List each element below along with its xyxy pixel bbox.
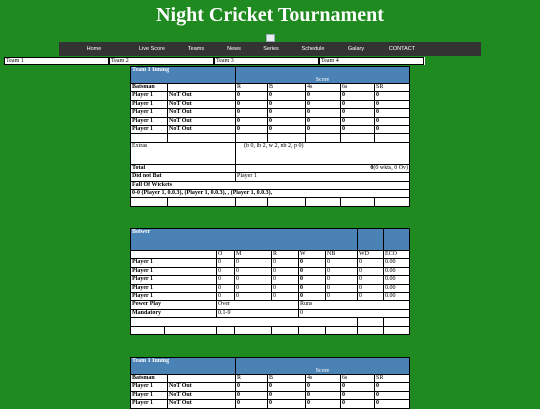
sixes: 0 — [341, 391, 375, 399]
col-m: M — [235, 251, 272, 259]
bowler-name: Player 1 — [131, 292, 217, 300]
col-status — [168, 375, 236, 383]
bowler-heading: Bolwer — [131, 229, 358, 251]
no-balls: 0 — [326, 284, 358, 292]
col-b: B — [268, 375, 306, 383]
fours: 0 — [306, 109, 341, 117]
nav-series[interactable]: Series — [263, 46, 279, 52]
table-row — [131, 276, 410, 284]
no-balls: 0 — [326, 259, 358, 267]
broken-image-icon — [266, 34, 275, 42]
sixes: 0 — [341, 100, 375, 108]
economy: 0.00 — [384, 259, 410, 267]
strike-rate: 0 — [375, 125, 410, 133]
batsman-name: Player 1 — [131, 117, 168, 125]
table-row — [131, 391, 410, 399]
table-row — [131, 117, 410, 125]
runs: 0 — [272, 259, 299, 267]
runs: 0 — [272, 276, 299, 284]
col-r: R — [236, 84, 268, 92]
economy: 0.00 — [384, 267, 410, 275]
balls: 0 — [268, 391, 306, 399]
col-4s: 4s — [306, 375, 341, 383]
table-row — [131, 267, 410, 275]
col-4s: 4s — [306, 84, 341, 92]
nav-home[interactable]: Home — [86, 46, 102, 52]
table-row — [131, 292, 410, 300]
team-tab-4[interactable]: Team 4 — [319, 57, 424, 65]
fours: 0 — [306, 383, 341, 391]
bowler-name: Player 1 — [131, 267, 217, 275]
bowler-name: Player 1 — [131, 259, 217, 267]
batsman-name: Player 1 — [131, 125, 168, 133]
runs: 0 — [236, 109, 268, 117]
strike-rate: 0 — [375, 400, 410, 408]
fours: 0 — [306, 400, 341, 408]
runs: 0 — [236, 117, 268, 125]
batsman-status: NoT Out — [168, 92, 236, 100]
batting-scorecard — [130, 66, 410, 207]
maidens: 0 — [235, 292, 272, 300]
no-balls: 0 — [326, 292, 358, 300]
col-6s: 6s — [341, 375, 375, 383]
batsman-status: NoT Out — [168, 125, 236, 133]
over-label: Over — [217, 301, 299, 309]
col-batsman: Batsman — [131, 84, 168, 92]
col-bowler — [131, 251, 217, 259]
dnb-value: Player 1 — [236, 173, 410, 181]
balls: 0 — [268, 100, 306, 108]
fow-value: 0-0 (Player 1, 0.0.3), (Player 1, 0.0.3), , (Player 1, 0.0.3), — [131, 189, 410, 197]
balls: 0 — [268, 117, 306, 125]
sixes: 0 — [341, 92, 375, 100]
score-heading: Score — [236, 358, 410, 375]
batsman-name: Player 1 — [131, 383, 168, 391]
nav-teams[interactable]: Teams — [187, 46, 205, 52]
batsman-status: NoT Out — [168, 100, 236, 108]
fours: 0 — [306, 117, 341, 125]
total-detail: (0 wkts, 0 Ov) — [373, 164, 409, 171]
wides: 0 — [358, 292, 384, 300]
economy: 0.00 — [384, 284, 410, 292]
no-balls: 0 — [326, 267, 358, 275]
maidens: 0 — [235, 267, 272, 275]
dnb-label: Did not Bat — [131, 173, 236, 181]
wickets: 0 — [299, 267, 326, 275]
main-nav — [59, 42, 481, 56]
table-row — [131, 125, 410, 133]
runs: 0 — [236, 92, 268, 100]
no-balls: 0 — [326, 276, 358, 284]
strike-rate: 0 — [375, 117, 410, 125]
runs: 0 — [236, 100, 268, 108]
col-r: R — [272, 251, 299, 259]
table-row — [131, 92, 410, 100]
col-b: B — [268, 84, 306, 92]
inning-heading: Team 1 Inning — [131, 67, 236, 84]
team-tab-3[interactable]: Team 3 — [214, 57, 319, 65]
batsman-status: NoT Out — [168, 117, 236, 125]
teams-row — [4, 57, 425, 65]
strike-rate: 0 — [375, 109, 410, 117]
wides: 0 — [358, 267, 384, 275]
col-6s: 6s — [341, 84, 375, 92]
bowler-name: Player 1 — [131, 276, 217, 284]
nav-live-score[interactable]: Live Score — [139, 46, 165, 52]
strike-rate: 0 — [375, 92, 410, 100]
fours: 0 — [306, 100, 341, 108]
runs: 0 — [236, 391, 268, 399]
batsman-status: NoT Out — [168, 391, 236, 399]
sixes: 0 — [341, 117, 375, 125]
team-tab-2[interactable]: Team 2 — [109, 57, 214, 65]
nav-schedule[interactable]: Schedule — [301, 46, 325, 52]
total-runs: 0 — [370, 164, 374, 171]
batsman-name: Player 1 — [131, 109, 168, 117]
wickets: 0 — [299, 259, 326, 267]
mandatory-label: Mandatory — [131, 309, 217, 317]
sixes: 0 — [341, 383, 375, 391]
col-wd: WD — [358, 251, 384, 259]
empty-row — [131, 326, 410, 334]
extras-label: Extras — [131, 142, 236, 164]
extras-value: (b 0, lb 2, w 2, nb 2, p 0) — [236, 142, 410, 164]
col-sr: SR — [375, 84, 410, 92]
wides: 0 — [358, 259, 384, 267]
runs: 0 — [272, 267, 299, 275]
col-eco: ECO — [384, 251, 410, 259]
balls: 0 — [268, 125, 306, 133]
col-sr: SR — [375, 375, 410, 383]
bowling-scorecard — [130, 228, 410, 335]
runs: 0 — [272, 292, 299, 300]
page-title: Night Cricket Tournament — [156, 4, 384, 26]
wides: 0 — [358, 284, 384, 292]
wickets: 0 — [299, 284, 326, 292]
balls: 0 — [268, 109, 306, 117]
bowler-name: Player 1 — [131, 284, 217, 292]
fow-label: Fall Of Wickets — [131, 181, 410, 189]
batsman-status: NoT Out — [168, 109, 236, 117]
inning-heading: Team 1 Inning — [131, 358, 236, 375]
overs: 0 — [217, 276, 235, 284]
balls: 0 — [268, 383, 306, 391]
total-label: Total — [131, 164, 236, 172]
col-o: O — [217, 251, 235, 259]
wickets: 0 — [299, 276, 326, 284]
batting-scorecard-2 — [130, 357, 410, 409]
table-row — [131, 259, 410, 267]
economy: 0.00 — [384, 276, 410, 284]
wickets: 0 — [299, 292, 326, 300]
empty-row — [131, 318, 410, 326]
powerplay-label: Power Play — [131, 301, 217, 309]
strike-rate: 0 — [375, 383, 410, 391]
table-row — [131, 383, 410, 391]
nav-contact[interactable]: CONTACT — [388, 46, 416, 52]
fours: 0 — [306, 92, 341, 100]
economy: 0.00 — [384, 292, 410, 300]
runs: 0 — [236, 400, 268, 408]
balls: 0 — [268, 400, 306, 408]
batsman-status: NoT Out — [168, 400, 236, 408]
batsman-name: Player 1 — [131, 92, 168, 100]
batsman-name: Player 1 — [131, 400, 168, 408]
overs: 0 — [217, 292, 235, 300]
col-r: R — [236, 375, 268, 383]
sixes: 0 — [341, 400, 375, 408]
empty-row — [131, 198, 410, 206]
fours: 0 — [306, 125, 341, 133]
overs: 0 — [217, 267, 235, 275]
fours: 0 — [306, 391, 341, 399]
maidens: 0 — [235, 284, 272, 292]
col-batsman: Batsman — [131, 375, 168, 383]
mandatory-runs: 0 — [299, 309, 410, 317]
runs: 0 — [236, 125, 268, 133]
batsman-status: NoT Out — [168, 383, 236, 391]
strike-rate: 0 — [375, 391, 410, 399]
col-w: W — [299, 251, 326, 259]
balls: 0 — [268, 92, 306, 100]
col-nb: NB — [326, 251, 358, 259]
maidens: 0 — [235, 259, 272, 267]
nav-news[interactable]: News — [227, 46, 241, 52]
table-row — [131, 109, 410, 117]
runs: 0 — [236, 383, 268, 391]
batsman-name: Player 1 — [131, 391, 168, 399]
overs: 0 — [217, 284, 235, 292]
empty-row — [131, 134, 410, 142]
table-row — [131, 284, 410, 292]
maidens: 0 — [235, 276, 272, 284]
team-tab-1[interactable]: Team 1 — [4, 57, 109, 65]
sixes: 0 — [341, 125, 375, 133]
nav-galary[interactable]: Galary — [347, 46, 365, 52]
batsman-name: Player 1 — [131, 100, 168, 108]
table-row — [131, 100, 410, 108]
runs: 0 — [272, 284, 299, 292]
overs: 0 — [217, 259, 235, 267]
mandatory-over: 0.1-9 — [217, 309, 299, 317]
col-status — [168, 84, 236, 92]
table-row — [131, 400, 410, 408]
sixes: 0 — [341, 109, 375, 117]
wides: 0 — [358, 276, 384, 284]
runs-label: Runs — [299, 301, 410, 309]
strike-rate: 0 — [375, 100, 410, 108]
score-heading: Score — [236, 67, 410, 84]
